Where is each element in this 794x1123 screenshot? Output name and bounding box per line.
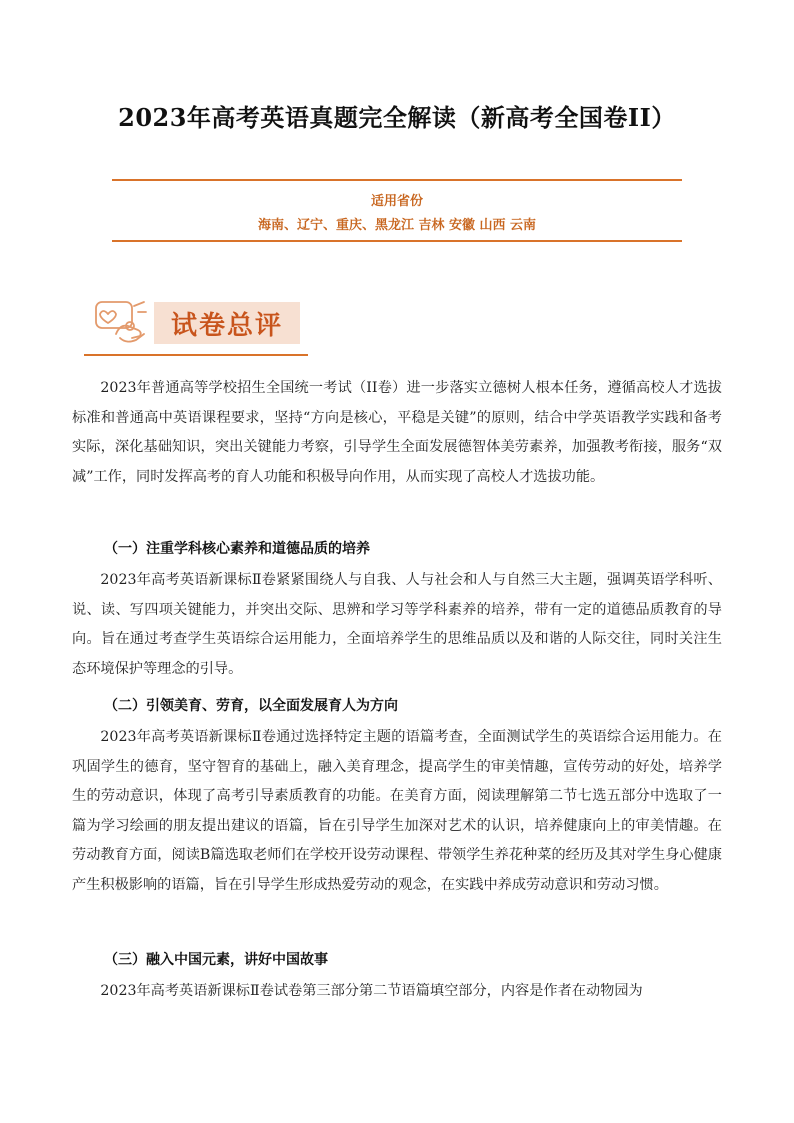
heart-hand-icon (90, 298, 150, 352)
intro-paragraph: 2023年普通高等学校招生全国统一考试（II卷）进一步落实立德树人根本任务，遵循高校人才选拔标准和普通高中英语课程要求，坚持“方向是核心，平稳是关键”的原则，结合中学英语教学实践和备考实际，深化基础知识，突出关键能力考察，引导学生全面发展德智体美劳素养，加强教考衔接，服务“双减”工作，同时发挥高考的育人功能和积极导向作用，从而实现了高校人才选拔功能。 (72, 380, 722, 485)
subsection-heading-1: （一）注重学科核心素养和道德品质的培养 (104, 541, 370, 557)
subsection-text-2: 2023年高考英语新课标Ⅱ卷通过选择特定主题的语篇考查，全面测试学生的英语综合运用能力。在巩固学生的德育，坚守智育的基础上，融入美育理念，提高学生的审美情趣，宣传劳动的好处，培养学生的劳动意识，体现了高考引导素质教育的功能。在美育方面，阅读理解第二节七选五部分中选取了一篇为学习绘画的朋友提出建议的语篇，旨在引导学生加深对艺术的认识，培养健康向上的审美情趣。在劳动教育方面，阅读B篇选取老师们在学校开设劳动课程、带领学生养花种菜的经历及其对学生身心健康产生积极影响的语篇，旨在引导学生形成热爱劳动的观念，在实践中养成劳动意识和劳动习惯。 (72, 729, 722, 893)
subsection-heading-2: （二）引领美育、劳育，以全面发展育人为方向 (104, 698, 398, 714)
section-heading-block (84, 296, 308, 356)
page-title: 2023年高考英语真题完全解读（新高考全国卷II） (118, 103, 676, 132)
section-heading-underline (84, 354, 308, 356)
subsection-text-3: 2023年高考英语新课标Ⅱ卷试卷第三部分第二节语篇填空部分，内容是作者在动物园为 (100, 983, 643, 999)
section-heading: 试卷总评 (170, 310, 283, 341)
bottom-divider (112, 240, 682, 242)
subsection-heading-3: （三）融入中国元素，讲好中国故事 (104, 952, 328, 968)
provinces-label: 适用省份 (370, 194, 423, 209)
section-heading-box (154, 302, 300, 344)
subsection-text-1: 2023年高考英语新课标Ⅱ卷紧紧围绕人与自我、人与社会和人与自然三大主题，强调英语学科听、说、读、写四项关键能力，并突出交际、思辨和学习等学科素养的培养，带有一定的道德品质教育的导向。旨在通过考查学生英语综合运用能力，全面培养学生的思维品质以及和谐的人际交往，同时关注生态环境保护等理念的引导。 (72, 572, 722, 677)
provinces-list: 海南、辽宁、重庆、黑龙江 吉林 安徽 山西 云南 (257, 218, 537, 233)
top-divider (112, 179, 682, 181)
